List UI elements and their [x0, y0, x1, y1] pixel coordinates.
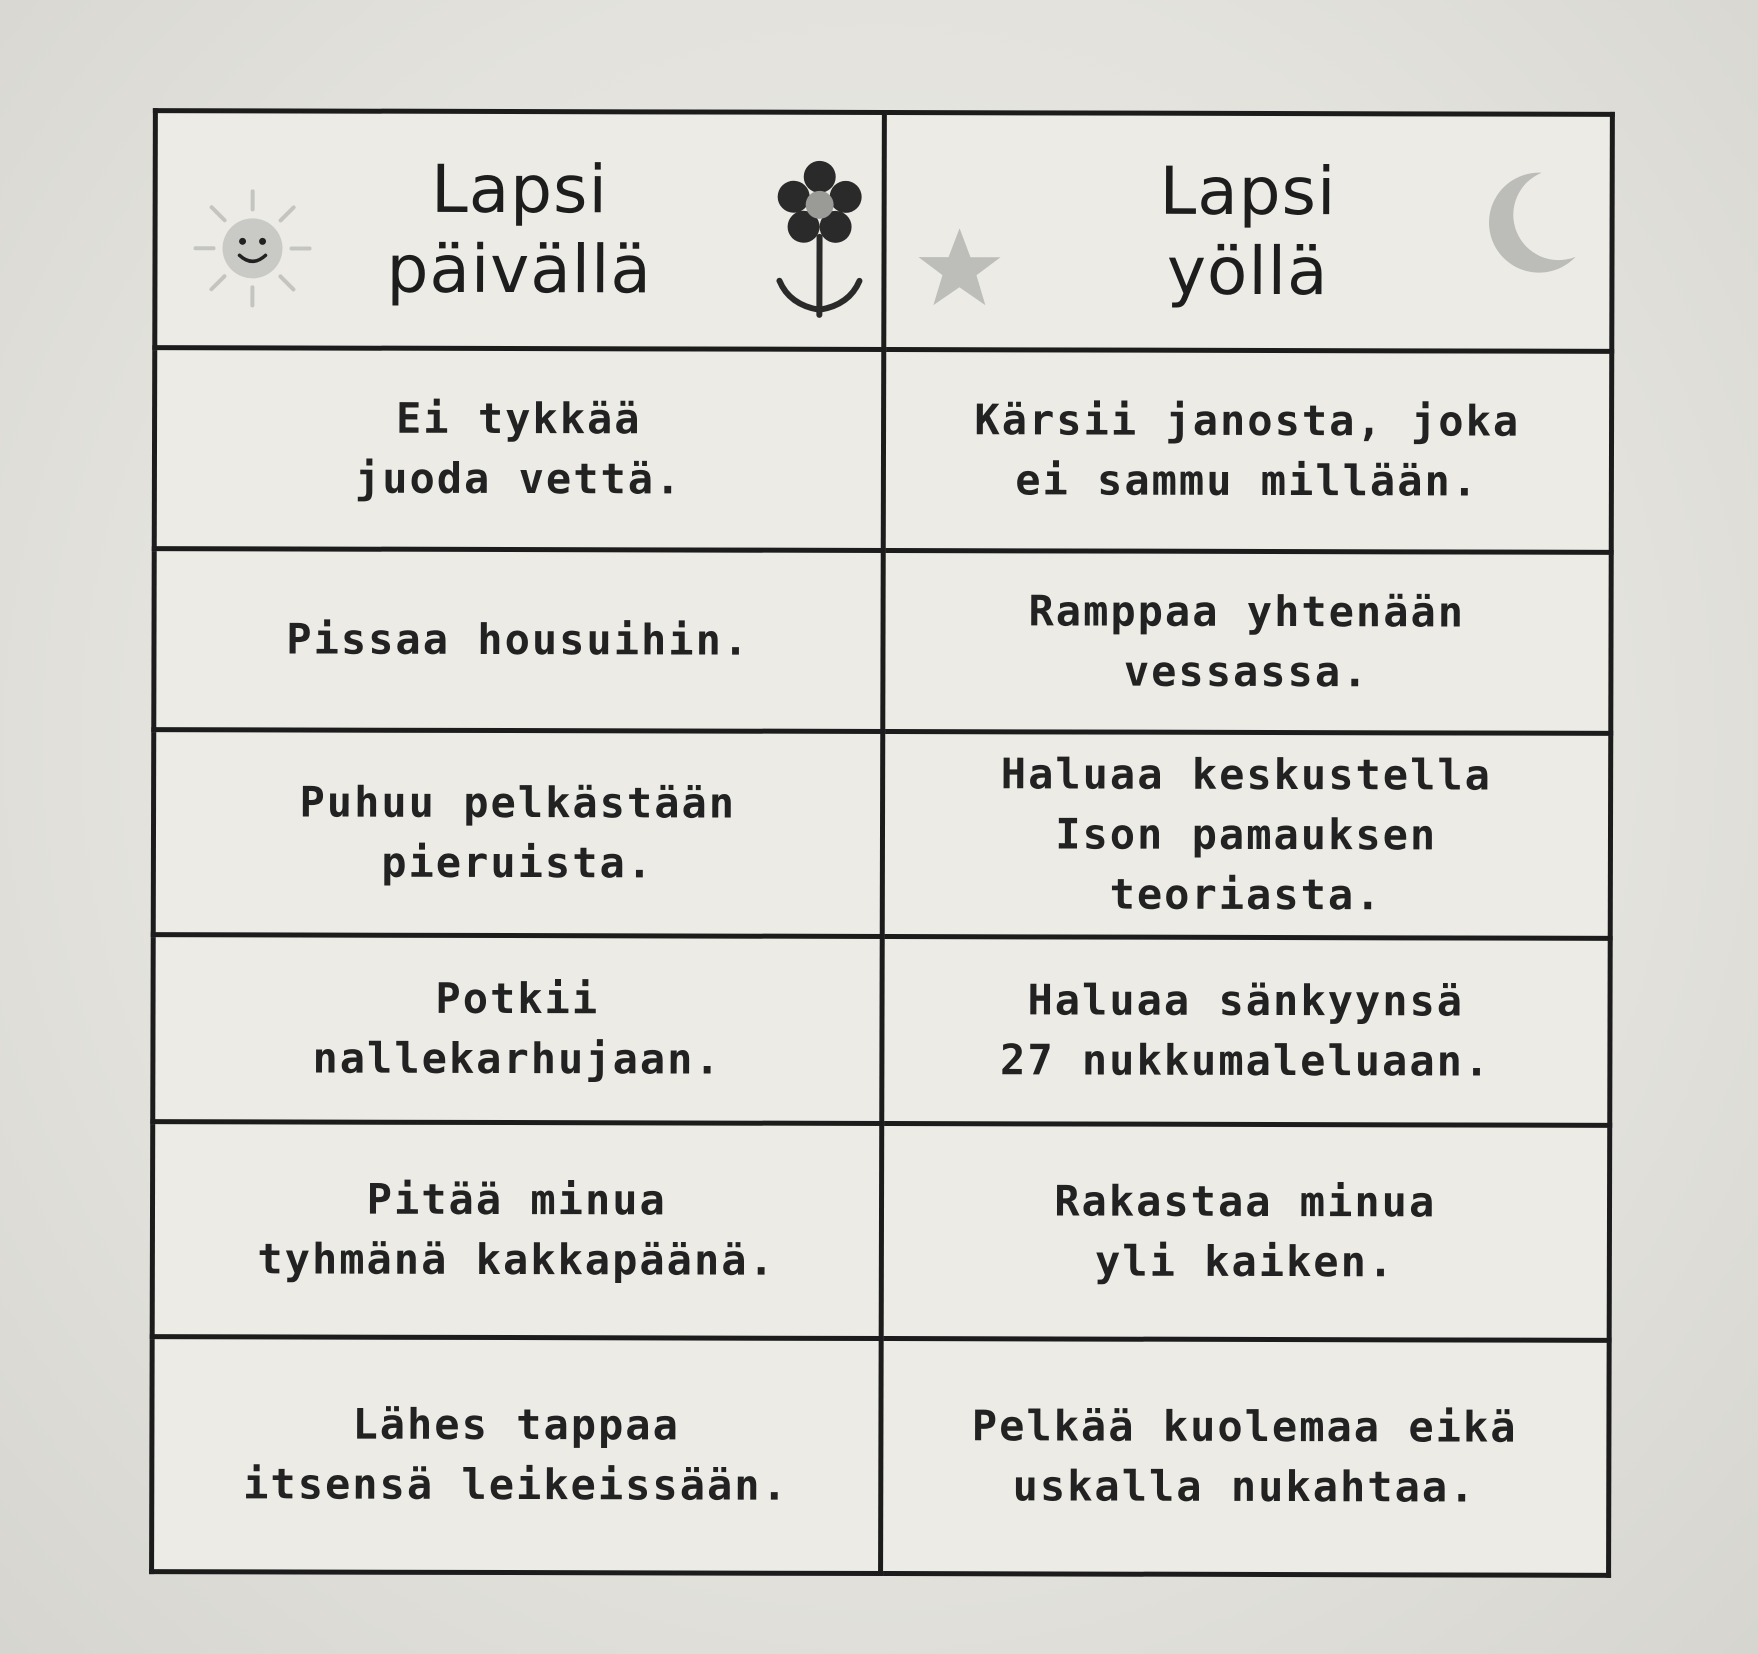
day-cell-text: Lähes tappaa itsensä leikeissään.	[243, 1399, 789, 1510]
day-cell	[153, 935, 882, 1124]
day-cell-text: Pissaa housuihin.	[286, 614, 751, 665]
night-cell-text: Haluaa keskustella Ison pamauksen teoriasta.	[1000, 749, 1493, 920]
night-cell	[882, 551, 1611, 734]
night-cell-text: Ramppaa yhtenään vessassa.	[1028, 586, 1466, 697]
day-cell-text: Potkii nallekarhujaan.	[312, 973, 722, 1084]
night-cell-text: Haluaa sänkyynsä 27 nukkumaleluaan.	[1000, 975, 1492, 1086]
night-cell	[881, 1123, 1610, 1340]
table-row	[152, 1122, 1610, 1341]
table-row	[154, 348, 1612, 553]
header-row	[155, 111, 1613, 352]
header-night-title: Lapsi yöllä	[1159, 152, 1337, 311]
comparison-table	[149, 108, 1615, 1578]
night-cell	[882, 732, 1611, 939]
table-row	[153, 935, 1610, 1126]
night-cell	[881, 936, 1610, 1125]
day-cell	[153, 730, 882, 937]
table-row	[152, 1337, 1610, 1576]
header-day	[155, 111, 884, 350]
day-cell	[152, 1122, 881, 1339]
day-cell-text: Ei tykkää juoda vettä.	[354, 393, 683, 504]
table-row	[153, 730, 1611, 939]
night-cell-text: Rakastaa minua yli kaiken.	[1054, 1176, 1437, 1287]
day-cell	[154, 549, 883, 732]
night-cell	[880, 1338, 1609, 1575]
header-night	[883, 113, 1612, 352]
table-row	[154, 549, 1611, 734]
header-day-title: Lapsi päivällä	[386, 150, 652, 309]
day-cell-text: Pitää minua tyhmänä kakkapäänä.	[257, 1174, 776, 1285]
night-cell-text: Kärsii janosta, joka ei sammu millään.	[974, 395, 1521, 506]
day-cell	[154, 348, 883, 551]
day-cell-text: Puhuu pelkästään pieruista.	[299, 777, 737, 888]
night-cell	[883, 350, 1612, 553]
day-cell	[152, 1337, 881, 1574]
comparison-table-wrapper	[149, 108, 1615, 1556]
night-cell-text: Pelkää kuolemaa eikä uskalla nukahtaa.	[971, 1401, 1518, 1512]
